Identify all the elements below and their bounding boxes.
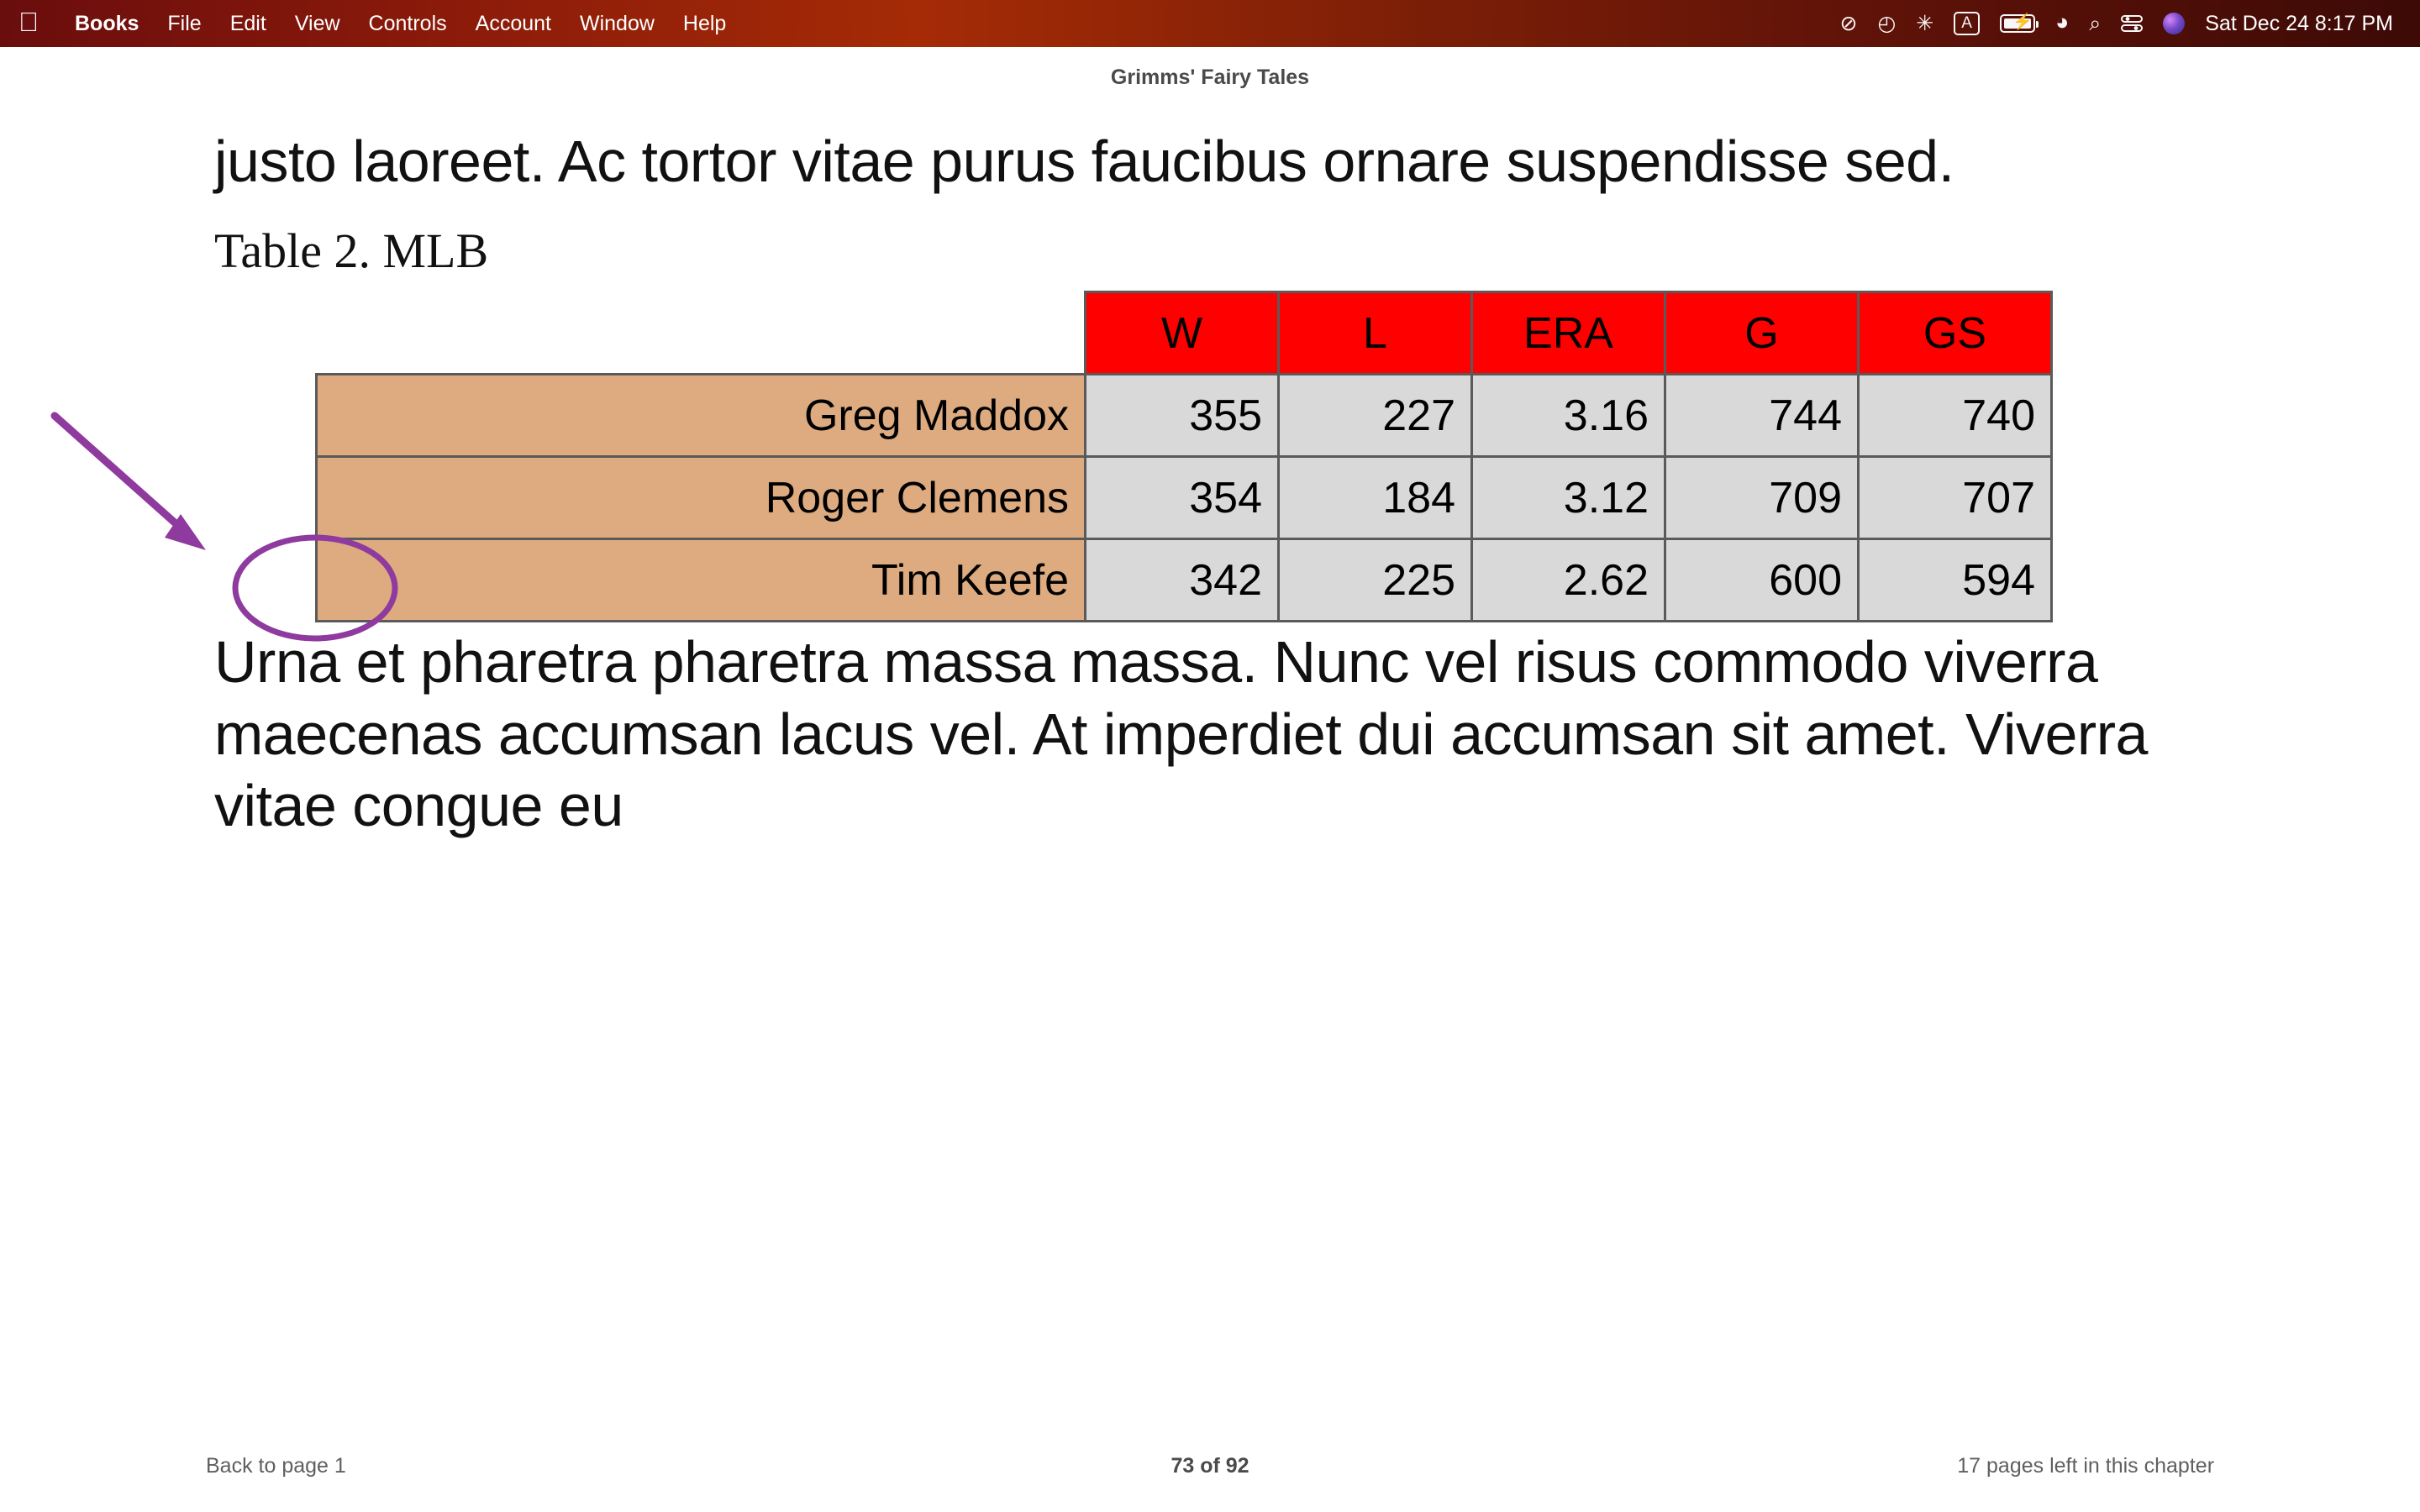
paragraph-top: justo laoreet. Ac tortor vitae purus faucibus ornare suspendisse sed. bbox=[214, 129, 1954, 194]
menu-item-help[interactable]: Help bbox=[662, 12, 707, 35]
siri-icon[interactable] bbox=[2163, 13, 2185, 34]
table-row bbox=[317, 375, 2052, 457]
chapter-pages-left: 17 pages left in this chapter bbox=[1957, 1454, 2215, 1478]
menu-bar[interactable] bbox=[0, 0, 2420, 47]
table-cell-era: 3.16 bbox=[1472, 375, 1665, 457]
menu-item-controls[interactable]: Controls bbox=[348, 12, 427, 35]
table-cell-w: 342 bbox=[1086, 539, 1279, 622]
paragraph-bottom: Urna et pharetra pharetra massa massa. Nunc vel risus commodo viverra maecenas accumsan lacus vel. At imperdiet dui accumsan sit amet. Viverra vitae congue eu bbox=[214, 629, 2148, 839]
battery-charging-icon[interactable]: ⚡ bbox=[2000, 14, 2035, 33]
menu-item-view[interactable]: View bbox=[274, 12, 320, 35]
book-content bbox=[214, 126, 2231, 843]
book-title: Grimms' Fairy Tales bbox=[1110, 66, 1310, 89]
bluetooth-icon[interactable]: ✳ bbox=[1916, 11, 1934, 35]
table-header-gs: GS bbox=[1859, 292, 2052, 375]
table-cell-w: 354 bbox=[1086, 457, 1279, 539]
table-container bbox=[214, 291, 2231, 627]
table-header-era: ERA bbox=[1472, 292, 1665, 375]
time-machine-icon[interactable]: ◴ bbox=[1877, 11, 1897, 35]
table-cell-name: Roger Clemens bbox=[317, 457, 1086, 539]
back-to-page-link[interactable]: Back to page 1 bbox=[206, 1454, 346, 1478]
table-cell-g: 744 bbox=[1665, 375, 1859, 457]
table-row bbox=[317, 539, 2052, 622]
control-center-icon[interactable] bbox=[2121, 14, 2143, 33]
table-cell-g: 709 bbox=[1665, 457, 1859, 539]
table-body bbox=[317, 375, 2052, 622]
table-cell-gs: 707 bbox=[1859, 457, 2052, 539]
table-cell-g: 600 bbox=[1665, 539, 1859, 622]
menu-bar-clock[interactable]: Sat Dec 24 8:17 PM bbox=[2205, 11, 2393, 35]
mlb-table bbox=[315, 291, 2053, 622]
annotation-arrow-icon bbox=[55, 416, 206, 550]
table-cell-l: 184 bbox=[1279, 457, 1472, 539]
menu-bar-status-area bbox=[1839, 9, 2402, 36]
menu-item-account[interactable]: Account bbox=[455, 12, 531, 35]
do-not-disturb-icon[interactable]: ⊘ bbox=[1839, 11, 1858, 35]
table-cell-l: 225 bbox=[1279, 539, 1472, 622]
table-cell-w: 355 bbox=[1086, 375, 1279, 457]
table-cell-gs: 594 bbox=[1859, 539, 2052, 622]
table-cell-name: Tim Keefe bbox=[317, 539, 1086, 622]
menu-item-file[interactable]: File bbox=[147, 12, 182, 35]
table-cell-l: 227 bbox=[1279, 375, 1472, 457]
table-cell-era: 2.62 bbox=[1472, 539, 1665, 622]
menu-item-edit[interactable]: Edit bbox=[209, 12, 246, 35]
table-header-g: G bbox=[1665, 292, 1859, 375]
table-row bbox=[317, 457, 2052, 539]
menu-item-books[interactable]: Books bbox=[55, 12, 119, 35]
table-cell-gs: 740 bbox=[1859, 375, 2052, 457]
table-cell-name: Greg Maddox bbox=[317, 375, 1086, 457]
book-footer bbox=[0, 1454, 2420, 1478]
table-header-l: L bbox=[1279, 292, 1472, 375]
table-cell-era: 3.12 bbox=[1472, 457, 1665, 539]
table-header-w: W bbox=[1086, 292, 1279, 375]
apple-logo-icon[interactable] bbox=[18, 8, 39, 35]
page-indicator: 73 of 92 bbox=[1171, 1454, 1249, 1478]
wifi-icon[interactable]: ◕ bbox=[2054, 9, 2070, 34]
table-caption: Table 2. MLB bbox=[214, 223, 489, 279]
table-header-row bbox=[317, 292, 2052, 375]
search-icon[interactable]: ⌕ bbox=[2089, 11, 2102, 35]
menu-item-window[interactable]: Window bbox=[559, 12, 634, 35]
table-header-blank bbox=[317, 292, 1086, 375]
input-source-icon[interactable]: A bbox=[1954, 12, 1980, 35]
